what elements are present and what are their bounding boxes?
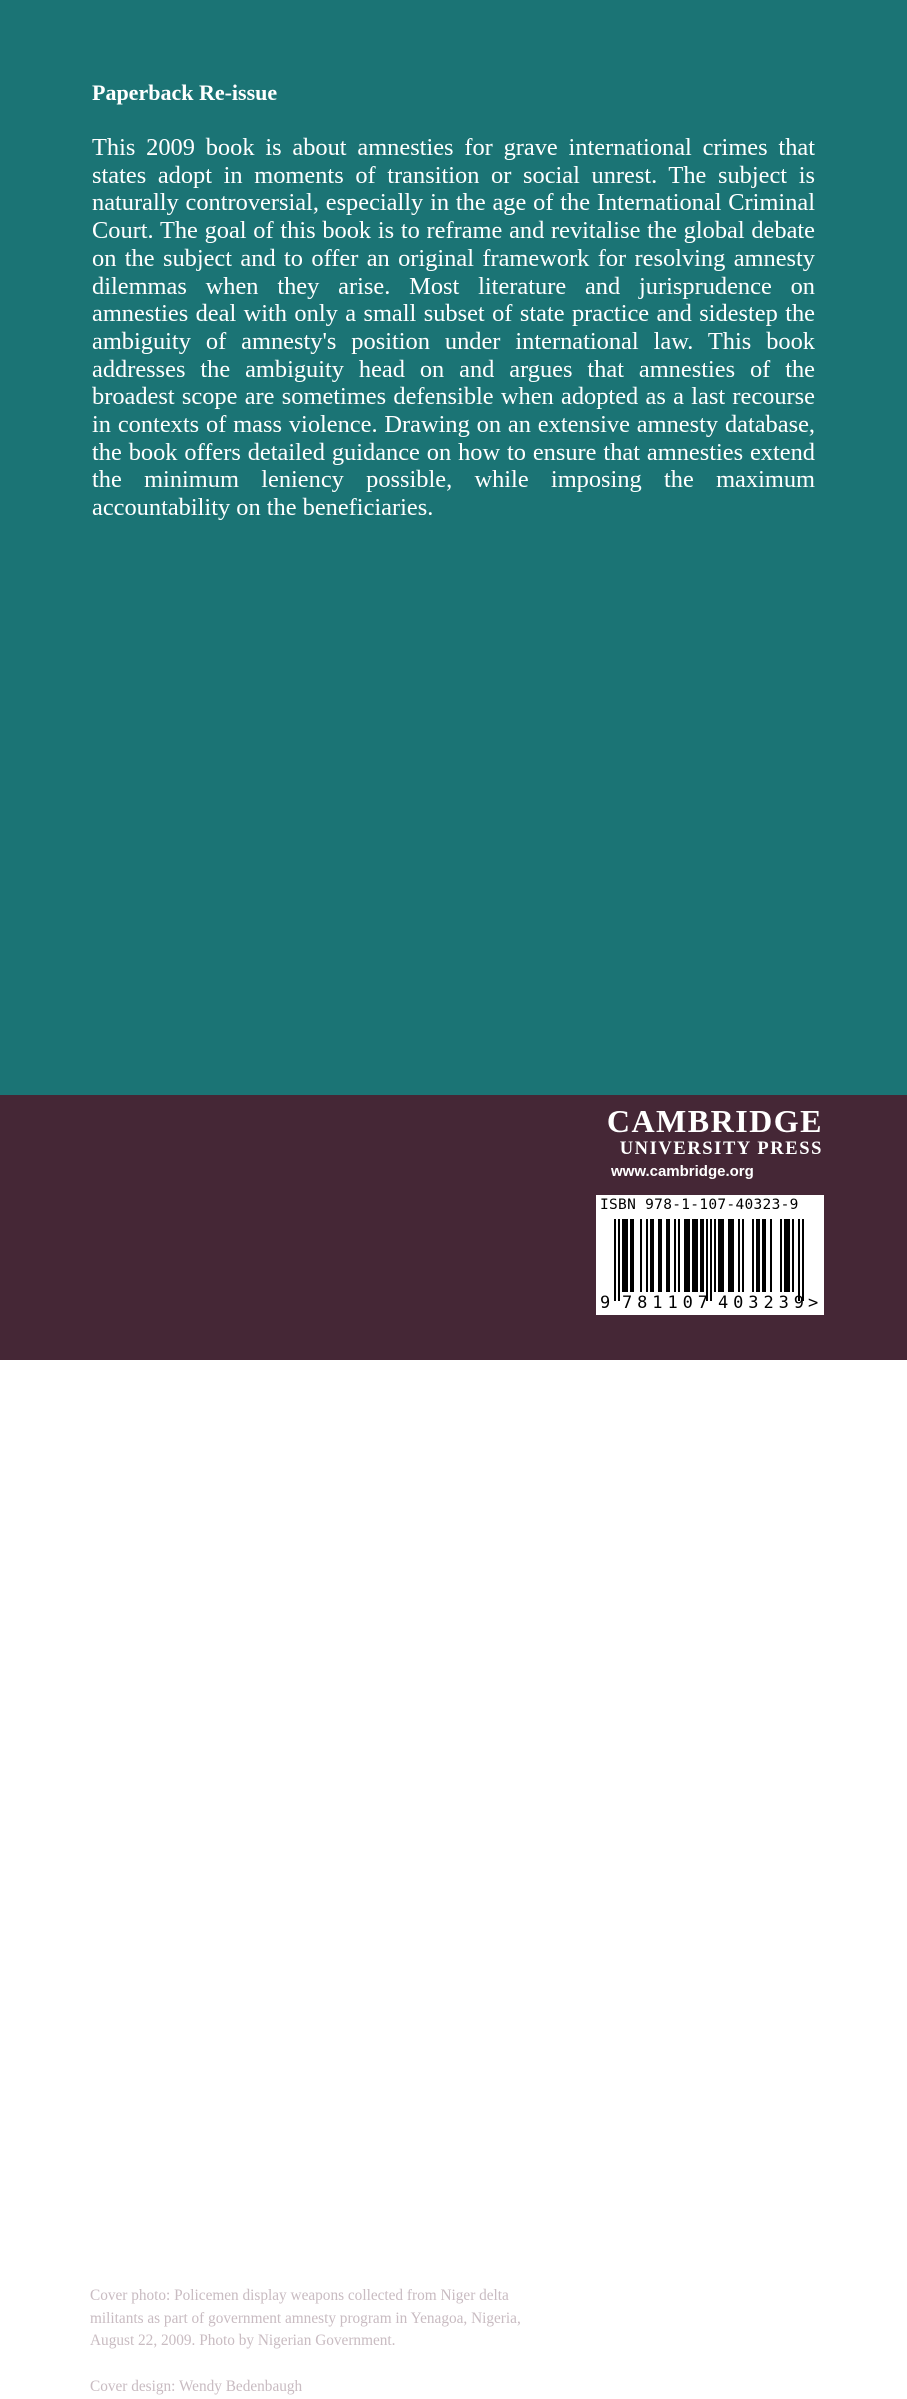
barcode-left-digits: 781107 xyxy=(622,1293,708,1313)
barcode-quiet-mark: > xyxy=(808,1293,819,1313)
barcode-digits xyxy=(596,1195,824,1315)
cover-photo-credit: Cover photo: Policemen display weapons collected from Niger delta militants as part of government amnesty program in Yenagoa, Nigeria, August 22, 2009. Photo by Nigerian Government. xyxy=(90,2287,521,2350)
book-description: This 2009 book is about amnesties for grave international crimes that states adopt in moments of transition or social unrest. The subject is naturally controversial, especially in the age of the International Criminal Court. The goal of this book is to reframe and revitalise the global debate on the subject and to offer an original framework for resolving amnesty dilemmas when they arise. Most literature and jurisprudence on amnesties deal with only a small subset of state practice and sidestep the ambiguity of amnesty's position under international law. This book addresses the ambiguity head on and argues that amnesties of the broadest scope are sometimes defensible when adopted as a last recourse in contexts of mass violence. Drawing on an extensive amnesty database, the book offers detailed guidance on how to ensure that amnesties extend the minimum leniency possible, while imposing the maximum accountability on the beneficiaries. xyxy=(92,134,815,522)
isbn-label: ISBN 978-1-107-40323-9 xyxy=(600,1197,799,1213)
credits xyxy=(90,2285,530,2399)
cover-top-panel xyxy=(0,0,907,1095)
barcode-lead-digit: 9 xyxy=(600,1293,611,1313)
barcode-right-digits: 403239 xyxy=(718,1293,804,1313)
publisher-name: CAMBRIDGE xyxy=(606,1103,823,1139)
publisher-website: www.cambridge.org xyxy=(611,1163,754,1180)
edition-heading: Paperback Re-issue xyxy=(92,80,278,105)
publisher-subname: UNIVERSITY PRESS xyxy=(619,1139,823,1159)
barcode-panel xyxy=(596,1195,824,1315)
cover-design-credit: Cover design: Wendy Bedenbaugh xyxy=(90,2378,303,2396)
publisher-block xyxy=(583,1104,823,1184)
